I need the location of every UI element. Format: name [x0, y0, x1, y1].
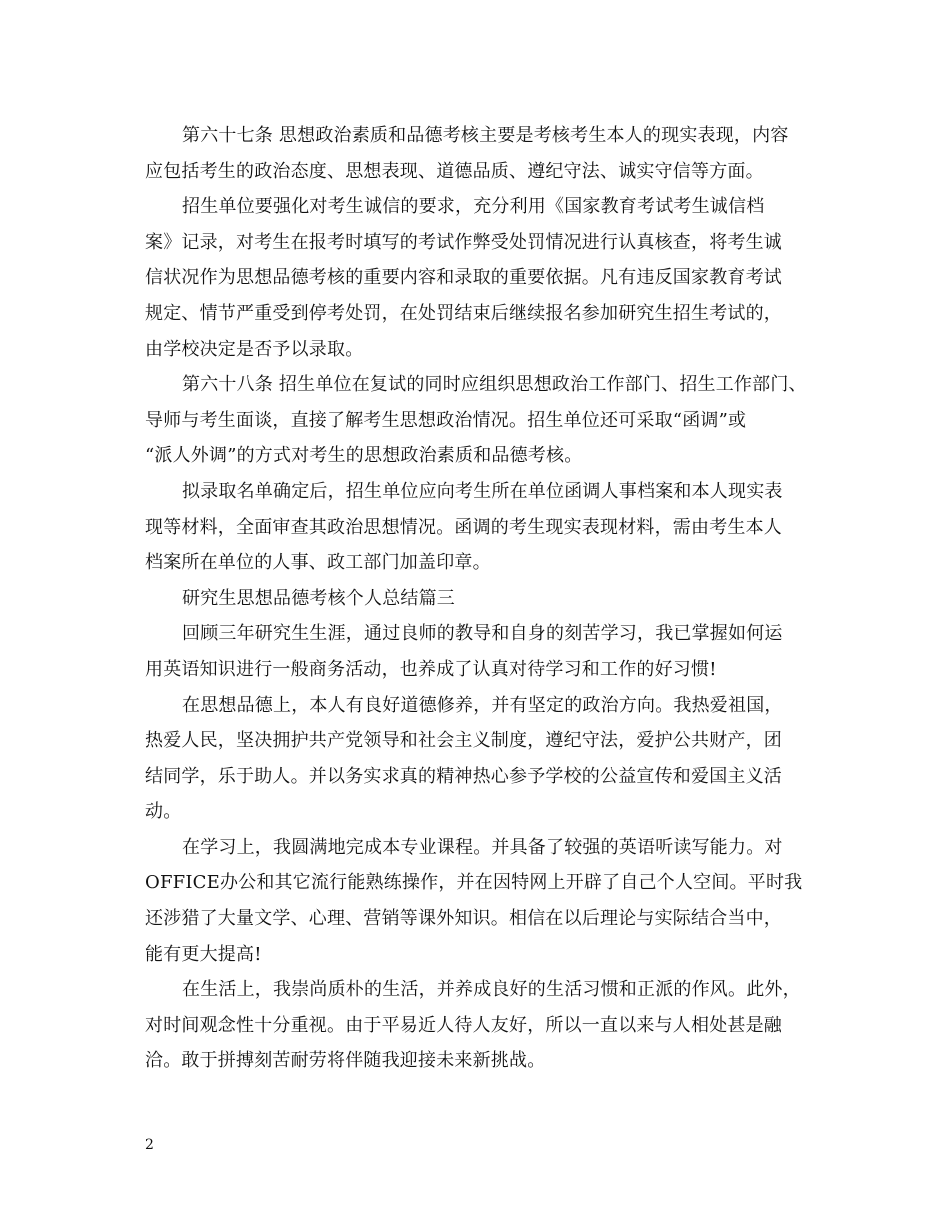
text-line: 现等材料，全面审查其政治思想情况。函调的考生现实表现材料，需由考生本人	[145, 516, 782, 538]
text-line: 在思想品德上，本人有良好道德修养，并有坚定的政治方向。我热爱祖国，	[182, 694, 783, 716]
text-line: 应包括考生的政治态度、思想表现、道德品质、遵纪守法、诚实守信等方面。	[145, 160, 764, 182]
text-line: 在生活上，我崇尚质朴的生活，并养成良好的生活习惯和正派的作风。此外，	[182, 979, 801, 1001]
text-line: 回顾三年研究生生涯，通过良师的教导和自身的刻苦学习，我已掌握如何运	[182, 623, 783, 645]
text-line: 导师与考生面谈，直接了解考生思想政治情况。招生单位还可采取“函调”或	[145, 409, 747, 431]
text-line: 研究生思想品德考核个人总结篇三	[182, 587, 455, 609]
text-line: 能有更大提高!	[145, 943, 262, 965]
text-line: 用英语知识进行一般商务活动，也养成了认真对待学习和工作的好习惯!	[145, 658, 717, 680]
text-line: “派人外调”的方式对考生的思想政治素质和品德考核。	[145, 445, 583, 467]
text-line: 结同学，乐于助人。并以务实求真的精神热心参予学校的公益宣传和爱国主义活	[145, 765, 782, 787]
text-line: 档案所在单位的人事、政工部门加盖印章。	[145, 552, 491, 574]
text-line: 对时间观念性十分重视。由于平易近人待人友好，所以一直以来与人相处甚是融	[145, 1014, 782, 1036]
text-line: 案》记录，对考生在报考时填写的考试作弊受处罚情况进行认真核查，将考生诚	[145, 231, 782, 253]
text-line: 拟录取名单确定后，招生单位应向考生所在单位函调人事档案和本人现实表	[182, 480, 783, 502]
text-line: 规定、情节严重受到停考处罚，在处罚结束后继续报名参加研究生招生考试的，	[145, 302, 782, 324]
text-line: 信状况作为思想品德考核的重要内容和录取的重要依据。凡有违反国家教育考试	[145, 267, 782, 289]
text-line: OFFICE办公和其它流行能熟练操作，并在因特网上开辟了自己个人空间。平时我	[145, 872, 803, 894]
text-line: 由学校决定是否予以录取。	[145, 338, 364, 360]
text-line: 还涉猎了大量文学、心理、营销等课外知识。相信在以后理论与实际结合当中，	[145, 908, 782, 930]
text-line: 动。	[145, 801, 182, 823]
text-line: 第六十七条 思想政治素质和品德考核主要是考核考生本人的现实表现，内容	[182, 125, 789, 146]
document-body	[145, 118, 825, 1079]
text-line: 热爱人民，坚决拥护共产党领导和社会主义制度，遵纪守法，爱护公共财产，团	[145, 730, 782, 752]
text-line: 第六十八条 招生单位在复试的同时应组织思想政治工作部门、招生工作部门、	[182, 374, 807, 396]
page-number: 2	[145, 1137, 154, 1153]
text-line: 在学习上，我圆满地完成本专业课程。并具备了较强的英语听读写能力。对	[182, 836, 783, 858]
text-line: 洽。敢于拼搏刻苦耐劳将伴随我迎接未来新挑战。	[145, 1050, 546, 1072]
text-line: 招生单位要强化对考生诚信的要求，充分利用《国家教育考试考生诚信档	[182, 196, 765, 218]
